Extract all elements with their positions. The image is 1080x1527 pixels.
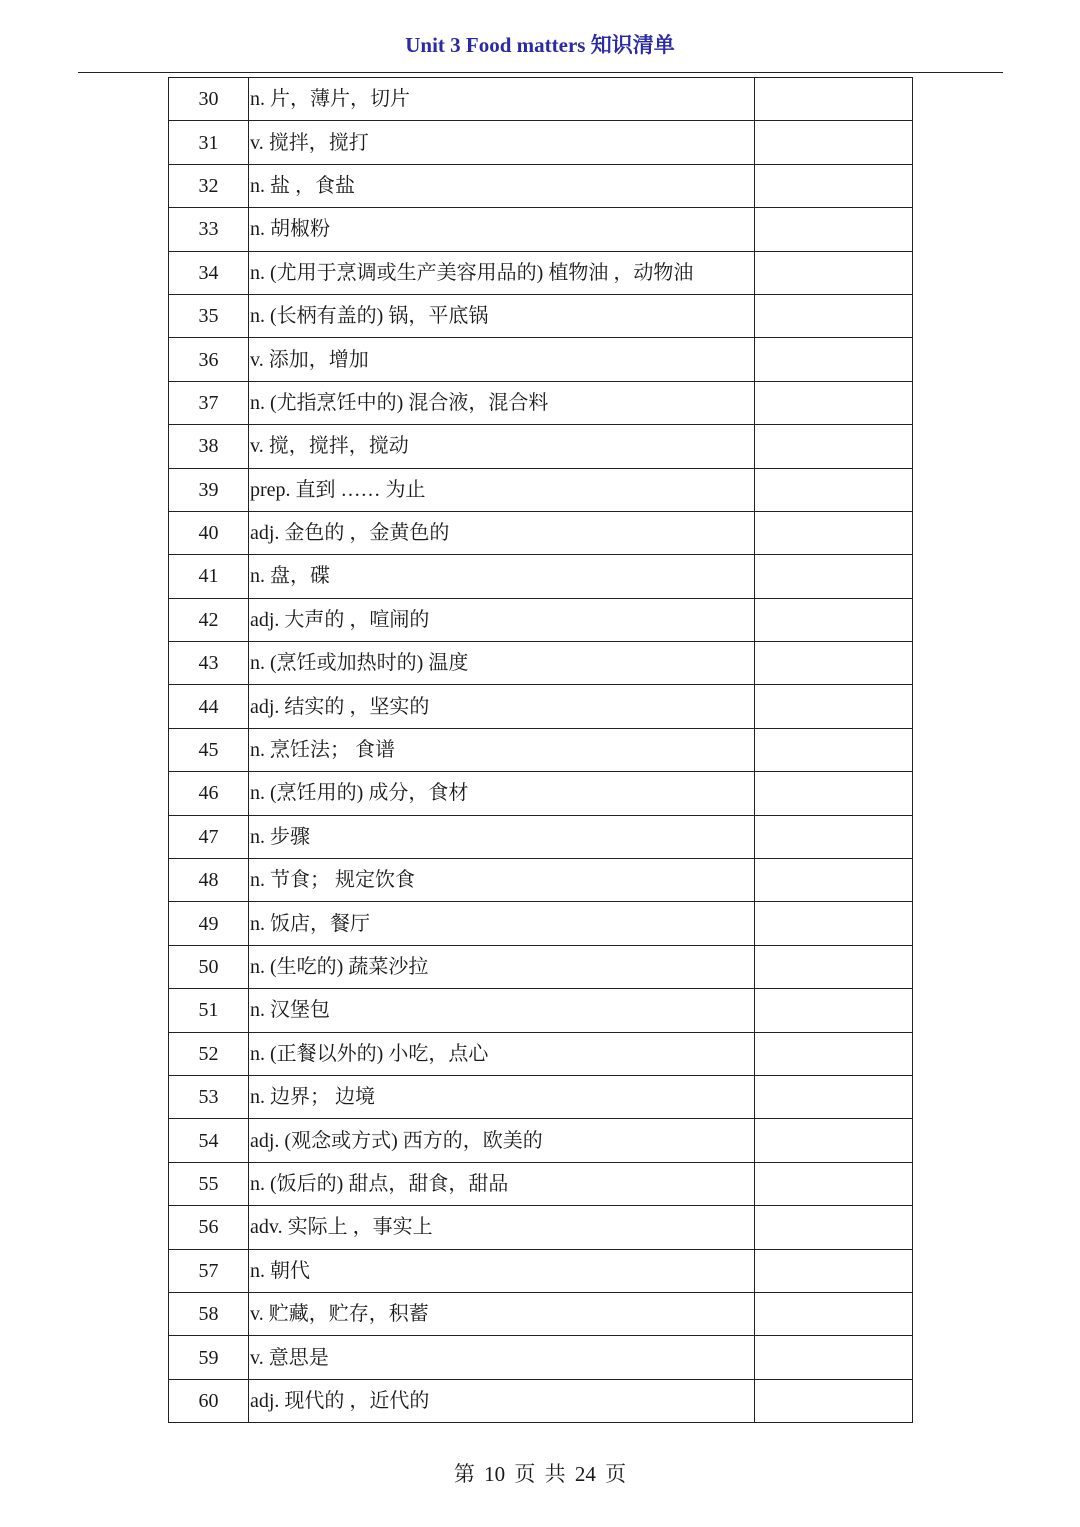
entry-number: 40 (169, 511, 249, 554)
answer-blank-cell[interactable] (755, 989, 913, 1032)
answer-blank-cell[interactable] (755, 685, 913, 728)
table-row (169, 294, 913, 337)
entry-definition: adj. 金色的 ，金黄色的 (249, 511, 755, 554)
entry-number: 54 (169, 1119, 249, 1162)
entry-definition: v. 意思是 (249, 1336, 755, 1379)
entry-definition: adj. 大声的 ，喧闹的 (249, 598, 755, 641)
answer-blank-cell[interactable] (755, 1292, 913, 1335)
entry-definition: n. (烹饪用的) 成分，食材 (249, 772, 755, 815)
answer-blank-cell[interactable] (755, 121, 913, 164)
entry-number: 34 (169, 251, 249, 294)
entry-number: 42 (169, 598, 249, 641)
entry-number: 56 (169, 1206, 249, 1249)
answer-blank-cell[interactable] (755, 1075, 913, 1118)
entry-definition: n. 盐 ，食盐 (249, 164, 755, 207)
entry-number: 41 (169, 555, 249, 598)
entry-definition: n. (长柄有盖的) 锅，平底锅 (249, 294, 755, 337)
entry-number: 51 (169, 989, 249, 1032)
entry-number: 37 (169, 381, 249, 424)
answer-blank-cell[interactable] (755, 381, 913, 424)
table-row (169, 1292, 913, 1335)
entry-definition: v. 贮藏，贮存，积蓄 (249, 1292, 755, 1335)
entry-number: 44 (169, 685, 249, 728)
table-row (169, 902, 913, 945)
answer-blank-cell[interactable] (755, 642, 913, 685)
entry-definition: n. 朝代 (249, 1249, 755, 1292)
entry-number: 55 (169, 1162, 249, 1205)
table-row (169, 859, 913, 902)
entry-number: 59 (169, 1336, 249, 1379)
answer-blank-cell[interactable] (755, 1249, 913, 1292)
answer-blank-cell[interactable] (755, 902, 913, 945)
answer-blank-cell[interactable] (755, 78, 913, 121)
entry-definition: adj. 结实的 ，坚实的 (249, 685, 755, 728)
entry-definition: n. 盘，碟 (249, 555, 755, 598)
table-row (169, 1119, 913, 1162)
entry-definition: n. 汉堡包 (249, 989, 755, 1032)
answer-blank-cell[interactable] (755, 1119, 913, 1162)
entry-definition: n. (烹饪或加热时的) 温度 (249, 642, 755, 685)
table-row (169, 1032, 913, 1075)
entry-number: 49 (169, 902, 249, 945)
table-row (169, 511, 913, 554)
answer-blank-cell[interactable] (755, 425, 913, 468)
answer-blank-cell[interactable] (755, 468, 913, 511)
page-number-footer: 第 10 页 共 24 页 (453, 1462, 627, 1486)
answer-blank-cell[interactable] (755, 1032, 913, 1075)
entry-definition: n. (尤指烹饪中的) 混合液，混合料 (249, 381, 755, 424)
answer-blank-cell[interactable] (755, 555, 913, 598)
table-row (169, 642, 913, 685)
table-row (169, 815, 913, 858)
entry-number: 48 (169, 859, 249, 902)
entry-number: 53 (169, 1075, 249, 1118)
entry-definition: n. (尤用于烹调或生产美容用品的) 植物油 ，动物油 (249, 251, 755, 294)
entry-number: 32 (169, 164, 249, 207)
answer-blank-cell[interactable] (755, 294, 913, 337)
entry-definition: adv. 实际上 ，事实上 (249, 1206, 755, 1249)
entry-definition: n. (正餐以外的) 小吃，点心 (249, 1032, 755, 1075)
entry-number: 39 (169, 468, 249, 511)
entry-definition: n. 饭店，餐厅 (249, 902, 755, 945)
entry-definition: adj. 现代的 ，近代的 (249, 1379, 755, 1422)
entry-number: 50 (169, 945, 249, 988)
answer-blank-cell[interactable] (755, 1162, 913, 1205)
answer-blank-cell[interactable] (755, 251, 913, 294)
entry-number: 46 (169, 772, 249, 815)
table-row (169, 425, 913, 468)
table-row (169, 338, 913, 381)
answer-blank-cell[interactable] (755, 815, 913, 858)
table-row (169, 208, 913, 251)
table-row (169, 1206, 913, 1249)
entry-definition: n. 节食； 规定饮食 (249, 859, 755, 902)
entry-number: 47 (169, 815, 249, 858)
answer-blank-cell[interactable] (755, 338, 913, 381)
entry-number: 31 (169, 121, 249, 164)
answer-blank-cell[interactable] (755, 208, 913, 251)
entry-number: 43 (169, 642, 249, 685)
entry-number: 60 (169, 1379, 249, 1422)
answer-blank-cell[interactable] (755, 1336, 913, 1379)
entry-definition: v. 搅，搅拌，搅动 (249, 425, 755, 468)
table-row (169, 989, 913, 1032)
entry-definition: n. 烹饪法； 食谱 (249, 728, 755, 771)
entry-number: 52 (169, 1032, 249, 1075)
table-row (169, 1249, 913, 1292)
entry-number: 33 (169, 208, 249, 251)
table-row (169, 121, 913, 164)
table-row (169, 598, 913, 641)
entry-definition: n. 边界； 边境 (249, 1075, 755, 1118)
entry-number: 35 (169, 294, 249, 337)
table-row (169, 1075, 913, 1118)
document-header-title: Unit 3 Food matters 知识清单 (405, 33, 675, 57)
table-row (169, 728, 913, 771)
entry-definition: v. 搅拌，搅打 (249, 121, 755, 164)
table-row (169, 78, 913, 121)
answer-blank-cell[interactable] (755, 1206, 913, 1249)
table-row (169, 685, 913, 728)
entry-definition: n. (生吃的) 蔬菜沙拉 (249, 945, 755, 988)
header-divider (78, 72, 1003, 73)
answer-blank-cell[interactable] (755, 511, 913, 554)
table-row (169, 945, 913, 988)
entry-number: 57 (169, 1249, 249, 1292)
entry-definition: adj. (观念或方式) 西方的，欧美的 (249, 1119, 755, 1162)
entry-definition: n. (饭后的) 甜点，甜食，甜品 (249, 1162, 755, 1205)
entry-number: 58 (169, 1292, 249, 1335)
entry-number: 45 (169, 728, 249, 771)
answer-blank-cell[interactable] (755, 772, 913, 815)
entry-definition: n. 片，薄片，切片 (249, 78, 755, 121)
table-row (169, 164, 913, 207)
answer-blank-cell[interactable] (755, 598, 913, 641)
answer-blank-cell[interactable] (755, 945, 913, 988)
answer-blank-cell[interactable] (755, 1379, 913, 1422)
entry-definition: v. 添加，增加 (249, 338, 755, 381)
table-row (169, 772, 913, 815)
table-row (169, 555, 913, 598)
table-row (169, 1162, 913, 1205)
entry-number: 30 (169, 78, 249, 121)
table-row (169, 381, 913, 424)
entry-definition: prep. 直到 …… 为止 (249, 468, 755, 511)
entry-definition: n. 步骤 (249, 815, 755, 858)
entry-number: 38 (169, 425, 249, 468)
entry-number: 36 (169, 338, 249, 381)
answer-blank-cell[interactable] (755, 859, 913, 902)
vocabulary-table-body (169, 78, 913, 1423)
table-row (169, 1336, 913, 1379)
table-row (169, 251, 913, 294)
table-row (169, 468, 913, 511)
vocabulary-table (168, 77, 913, 1423)
table-row (169, 1379, 913, 1422)
answer-blank-cell[interactable] (755, 728, 913, 771)
entry-definition: n. 胡椒粉 (249, 208, 755, 251)
answer-blank-cell[interactable] (755, 164, 913, 207)
